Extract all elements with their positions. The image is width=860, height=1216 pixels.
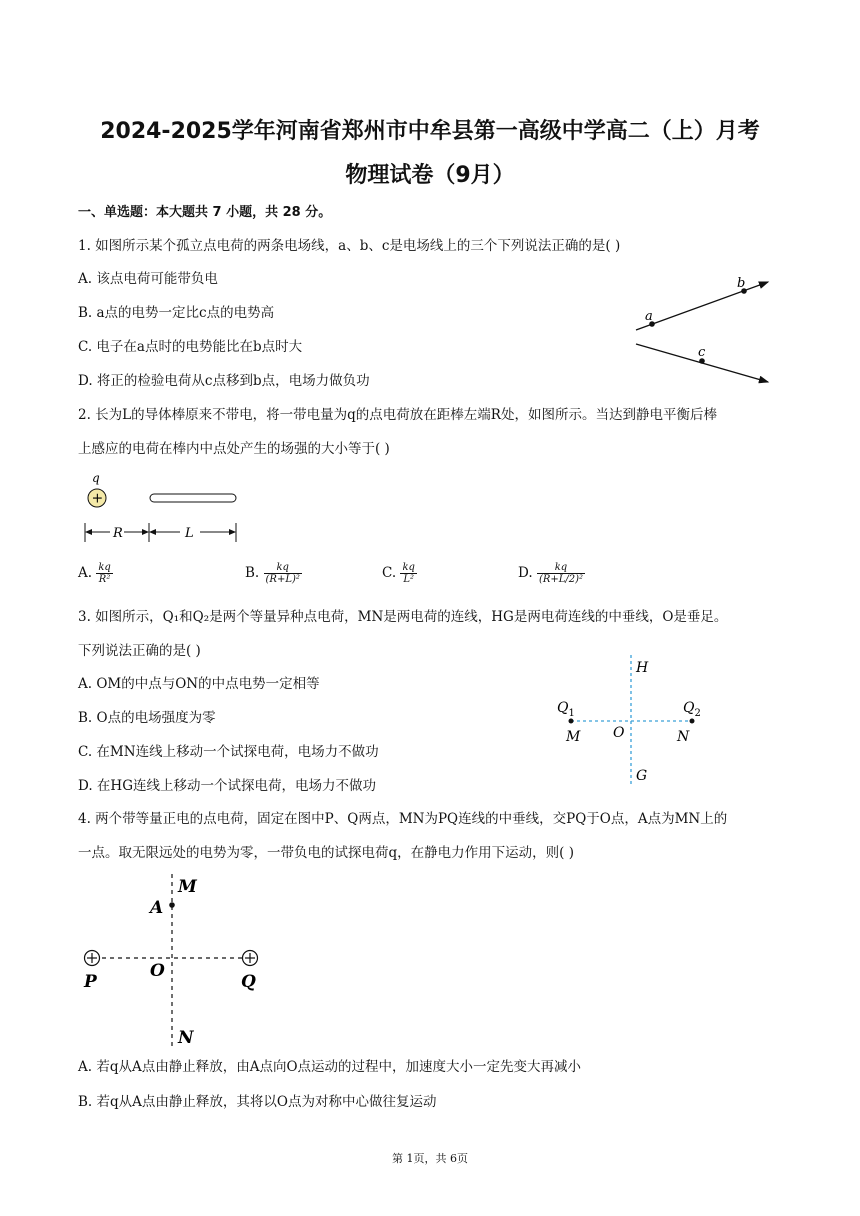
label-m: M xyxy=(178,877,197,897)
label-q2-letter: Q xyxy=(683,700,695,716)
q2-option-b xyxy=(245,562,302,585)
q2-stem-line-1: 2. 长为L的导体棒原来不带电，将一带电量为q的点电荷放在距棒左端R处，如图所示。当达到静电平衡后棒 xyxy=(78,407,717,423)
field-line-upper xyxy=(636,282,768,330)
label-q2 xyxy=(683,700,701,719)
q1-option-b: B. a点的电势一定比c点的电势高 xyxy=(78,305,275,321)
label-q1 xyxy=(557,700,575,719)
label-a: A xyxy=(150,898,164,918)
fraction-numerator: kq xyxy=(402,562,415,573)
label-l: L xyxy=(185,526,194,541)
fraction-numerator: kq xyxy=(98,562,111,573)
q4-option-a: A. 若q从A点由静止释放，由A点向O点运动的过程中，加速度大小一定先变大再减小 xyxy=(78,1059,582,1075)
q3-dipole-figure xyxy=(555,650,715,790)
q1-stem: 1. 如图所示某个孤立点电荷的两条电场线，a、b、c是电场线上的三个下列说法正确的是( ) xyxy=(78,238,621,254)
label-h: H xyxy=(636,660,649,676)
page-footer: 第 1页，共 6页 xyxy=(392,1152,468,1165)
q2-option-c xyxy=(382,562,417,585)
fraction-denominator: (R+L/2)² xyxy=(538,574,584,585)
q3-option-b: B. O点的电场强度为零 xyxy=(78,710,216,726)
q3-stem-line-1: 3. 如图所示，Q₁和Q₂是两个等量异种点电荷，MN是两电荷的连线，HG是两电荷连线的中垂线，O是垂足。 xyxy=(78,609,728,625)
q4-charges-figure xyxy=(78,870,278,1050)
point-a-dot xyxy=(169,902,175,908)
label-b: b xyxy=(737,276,746,291)
label-g: G xyxy=(636,768,648,784)
q4-stem-line-2: 一点。取无限远处的电势为零，一带负电的试探电荷q，在静电力作用下运动，则( ) xyxy=(78,845,574,861)
fraction-denominator: (R+L)² xyxy=(265,574,300,585)
q3-option-a: A. OM的中点与ON的中点电势一定相等 xyxy=(78,676,320,692)
label-n: N xyxy=(178,1028,194,1048)
title-line-2: 物理试卷（9月） xyxy=(345,163,515,188)
conductor-rod xyxy=(150,494,236,502)
q2-option-b-fraction xyxy=(264,562,302,585)
fraction-numerator: kq xyxy=(264,562,302,574)
plus-sign: + xyxy=(91,490,104,507)
fraction-denominator: R² xyxy=(98,574,111,585)
q2-option-d-prefix: D. xyxy=(518,565,533,581)
q2-option-b-prefix: B. xyxy=(245,565,260,581)
label-m: M xyxy=(566,729,581,745)
q2-charge-dot xyxy=(690,719,695,724)
label-c: c xyxy=(698,345,706,360)
label-q: q xyxy=(92,471,100,485)
label-o: O xyxy=(150,961,165,981)
label-q2-subscript: 2 xyxy=(694,708,701,719)
q4-option-b: B. 若q从A点由静止释放，其将以O点为对称中心做往复运动 xyxy=(78,1094,437,1110)
label-r: R xyxy=(113,526,123,541)
q1-option-a: A. 该点电荷可能带负电 xyxy=(78,271,218,287)
q3-option-d: D. 在HG连线上移动一个试探电荷，电场力不做功 xyxy=(78,778,376,794)
q2-option-c-fraction xyxy=(400,562,416,585)
label-q1-letter: Q xyxy=(557,700,569,716)
label-a: a xyxy=(645,309,653,324)
q2-option-c-prefix: C. xyxy=(382,565,397,581)
label-n: N xyxy=(677,729,690,745)
q4-stem-line-1: 4. 两个带等量正电的点电荷，固定在图中P、Q两点，MN为PQ连线的中垂线，交PQ于O点，A点为MN上的 xyxy=(78,811,728,827)
label-o: O xyxy=(613,725,625,741)
q3-stem-line-2: 下列说法正确的是( ) xyxy=(78,643,201,659)
fraction-denominator: L² xyxy=(403,574,414,585)
q3-option-c: C. 在MN连线上移动一个试探电荷，电场力不做功 xyxy=(78,744,379,760)
title-line-1: 2024-2025学年河南省郑州市中牟县第一高级中学高二（上）月考 xyxy=(100,119,760,144)
q2-option-a-fraction xyxy=(96,562,112,585)
q2-option-d-fraction xyxy=(537,562,585,585)
label-q: Q xyxy=(241,972,256,992)
q2-rod-figure xyxy=(80,470,250,545)
label-p: P xyxy=(84,972,97,992)
fraction-numerator: kq xyxy=(537,562,585,574)
q1-option-c: C. 电子在a点时的电势能比在b点时大 xyxy=(78,339,303,355)
label-q1-subscript: 1 xyxy=(568,708,575,719)
q2-option-a-prefix: A. xyxy=(78,565,93,581)
q1-charge-dot xyxy=(569,719,574,724)
q1-field-lines-figure xyxy=(628,270,778,390)
q2-option-a xyxy=(78,562,113,585)
q2-stem-line-2: 上感应的电荷在棒内中点处产生的场强的大小等于( ) xyxy=(78,441,390,457)
q1-option-d: D. 将正的检验电荷从c点移到b点，电场力做负功 xyxy=(78,373,370,389)
section-heading: 一、单选题：本大题共 7 小题，共 28 分。 xyxy=(78,205,332,220)
q2-option-d xyxy=(518,562,585,585)
